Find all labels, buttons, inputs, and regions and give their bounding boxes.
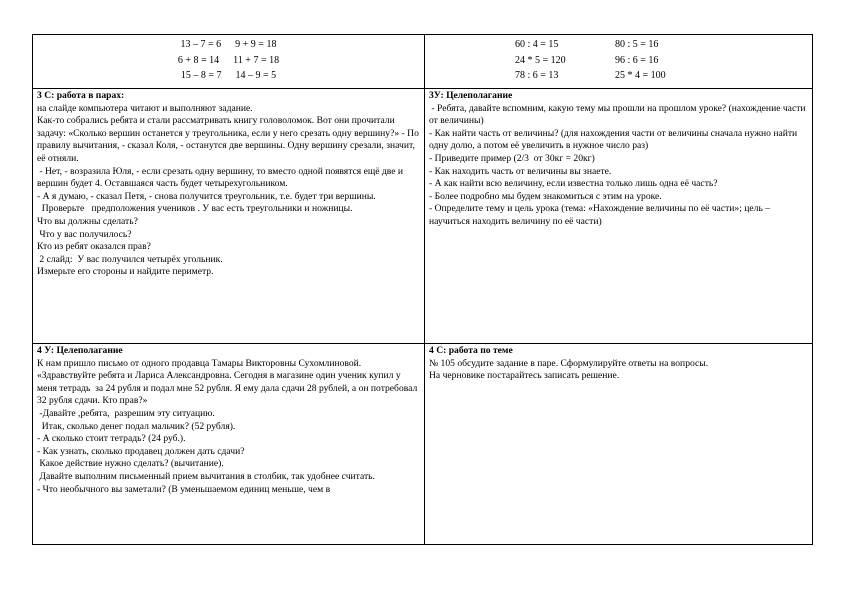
- stage-3-row: [33, 89, 813, 344]
- section-heading: 3 С: работа в парах:: [37, 90, 125, 101]
- equations-left-cell: [33, 35, 425, 89]
- equations-row: [33, 35, 813, 89]
- equation: 80 : 5 = 16: [615, 39, 659, 50]
- paragraph: Что вы должны сделать?: [37, 215, 138, 227]
- paragraph: К нам пришло письмо от одного продавца Тамары Викторовны Сухомлиновой. «Здравствуйте ребята и Лариса Александровна. Сегодня в магазине один ученик купил у меня тетрадь за 24 рубля и подал мне 52 рубля. Я ему дала сдачи 28 рублей, а он потребовал 32 рубля сдачи. Кто прав?»: [37, 357, 420, 407]
- paragraph: -Давайте ,ребята, разрешим эту ситуацию.: [37, 407, 215, 419]
- equation: 60 : 4 = 15: [515, 39, 559, 50]
- paragraph: На черновике постарайтесь записать решение.: [429, 370, 620, 382]
- equation-line: [37, 37, 420, 53]
- paragraph: - Как узнать, сколько продавец должен дать сдачи?: [37, 445, 245, 457]
- paragraph: - Что необычного вы заметали? (В уменьшаемом единиц меньше, чем в: [37, 483, 331, 495]
- equation-line: [37, 68, 420, 84]
- paragraph: Кто из ребят оказался прав?: [37, 241, 151, 253]
- paragraph: Проверьте предположения учеников . У вас есть треугольники и ножницы.: [37, 203, 353, 215]
- paragraph: - А я думаю, - сказал Петя, - снова получится треугольник, т.е. будет три вершины.: [37, 190, 376, 202]
- stage-4-row: [33, 344, 813, 545]
- goal-setting-letter-cell: [33, 344, 425, 545]
- equation: 96 : 6 = 16: [615, 54, 659, 66]
- lesson-plan-table: [32, 34, 813, 545]
- pair-work-cell: [33, 89, 425, 344]
- paragraph: на слайде компьютера читают и выполняют задание.: [37, 102, 253, 114]
- topic-work-cell: [425, 344, 813, 545]
- paragraph: Что у вас получилось?: [37, 228, 132, 240]
- equation: 78 : 6 = 13: [515, 70, 559, 81]
- paragraph: - Более подробно мы будем знакомиться с этим на уроке.: [429, 190, 662, 202]
- equation: 9 + 9 = 18: [235, 39, 277, 50]
- section-heading: 3У: Целеполагание: [429, 90, 513, 101]
- section-heading: 4 У: Целеполагание: [37, 345, 123, 356]
- paragraph: - Приведите пример (2/3 от 30кг = 20кг): [429, 152, 595, 164]
- equation: 14 – 9 = 5: [235, 70, 277, 81]
- equation: 6 + 8 = 14: [177, 54, 220, 66]
- equation: 25 * 4 = 100: [615, 70, 666, 81]
- equations-right-cell: [425, 35, 813, 89]
- paragraph: Как-то собрались ребята и стали рассматривать книгу головоломок. Вот они прочитали задачу: «Сколько вершин останется у треугольника, если у него срезать одну вершину?» - По правилу вычитания, - сказал Коля, - останутся две вершины. Одну вершину срезали, значит, её отняли.: [37, 115, 422, 164]
- paragraph: - Нет, - возразила Юля, - если срезать одну вершину, то вместо одной появятся ещё две и вершин будет 4. Оставшаяся часть будет четырехугольником.: [37, 165, 406, 190]
- paragraph: № 105 обсудите задание в паре. Сформулируйте ответы на вопросы.: [429, 357, 709, 369]
- equation: 13 – 7 = 6: [180, 39, 222, 50]
- equation: 11 + 7 = 18: [233, 54, 280, 66]
- equation-line: [429, 53, 808, 69]
- paragraph: - Как находить часть от величины вы знаете.: [429, 165, 612, 177]
- paragraph: Измерьте его стороны и найдите периметр.: [37, 266, 214, 278]
- equation-line: [37, 53, 420, 69]
- section-heading: 4 С: работа по теме: [429, 345, 513, 356]
- paragraph: Давайте выполним письменный прием вычитания в столбик, так удобнее считать.: [37, 470, 375, 482]
- equation: 15 – 8 = 7: [180, 70, 222, 81]
- paragraph: Итак, сколько денег подал мальчик? (52 рубля).: [37, 420, 236, 432]
- paragraph: - А сколько стоит тетрадь? (24 руб.).: [37, 433, 186, 445]
- paragraph: - А как найти всю величину, если известна только лишь одна её часть?: [429, 178, 718, 190]
- equation-line: [429, 37, 808, 53]
- paragraph: - Ребята, давайте вспомним, какую тему мы прошли на прошлом уроке? (нахождение части от величины): [429, 102, 808, 127]
- paragraph: Какое действие нужно сделать? (вычитание).: [37, 458, 224, 470]
- paragraph: 2 слайд: У вас получился четырёх угольник.: [37, 253, 223, 265]
- equation-line: [429, 68, 808, 84]
- paragraph: - Определите тему и цель урока (тема: «Нахождение величины по её части»; цель – научиться находить величину по её части): [429, 203, 773, 227]
- equation: 24 * 5 = 120: [515, 54, 566, 66]
- paragraph: - Как найти часть от величины? (для нахождения части от величины сначала нужно найти одну долю, а потом её увеличить в нужное число раз): [429, 127, 800, 152]
- goal-setting-cell: [425, 89, 813, 344]
